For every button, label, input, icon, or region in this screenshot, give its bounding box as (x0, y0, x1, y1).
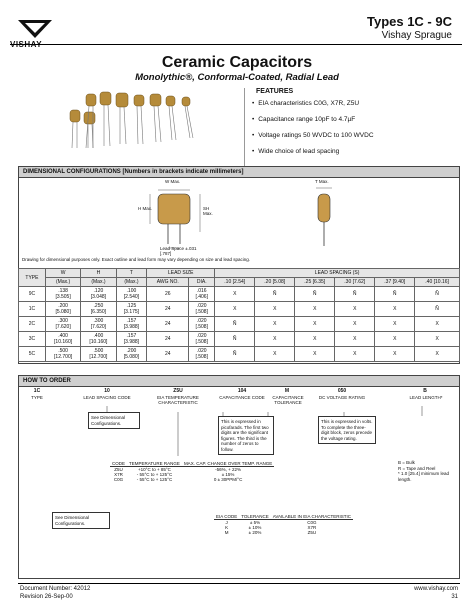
draw-t-label: T Max. (315, 179, 329, 184)
table-row (19, 287, 460, 302)
cell-awg: 24 (147, 347, 189, 362)
cell-h: .400 [10.160] (81, 332, 116, 347)
capacitors-photo (66, 88, 224, 150)
table-row (19, 302, 460, 317)
doc-subtitle: Monolythic®, Conformal-Coated, Radial Lead (135, 72, 339, 83)
cell-sp: X (255, 317, 295, 332)
cell-sp: X (295, 332, 335, 347)
drawing-note: Drawing for dimensional purposes only. Exact outline and lead form may vary depending on size and lead spacing. (22, 257, 251, 262)
cell-sp: Ñ (295, 287, 335, 302)
col-spacing: .30 [7.62] (335, 278, 375, 287)
cell-t: .125 [3.175] (116, 302, 147, 317)
doc-title: Ceramic Capacitors (161, 54, 313, 71)
cell-sp: Ñ (215, 347, 255, 362)
cell-sp: X (255, 332, 295, 347)
code-type: 1C (33, 388, 41, 394)
label-type: TYPE (31, 395, 43, 400)
cell-sp: X (215, 302, 255, 317)
page-title: Types 1C - 9C (366, 14, 452, 29)
doc-number: Document Number: 42012 (20, 586, 91, 592)
tol-col-avail: AVAILABLE IN EIA CHARACTERISTIC (272, 514, 352, 519)
cell-h: .120 [3.048] (81, 287, 116, 302)
page-subtitle: Vishay Sprague (381, 30, 452, 41)
col-spacing: .37 [9.40] (375, 278, 415, 287)
cell-sp: X (415, 347, 460, 362)
website-link[interactable]: www.vishay.com (414, 586, 458, 592)
see-dim-box-2: See Dimensional Configurations. (52, 512, 110, 529)
table-row: X7R - 55°C to + 125°C ± 15% (114, 472, 235, 477)
cell-dia: .016 [.406] (189, 287, 215, 302)
feature-item: • Capacitance range 10pF to 4.7µF (252, 116, 374, 123)
table-row (19, 317, 460, 332)
col-type: TYPE (19, 269, 46, 287)
tol-col-tol: TOLERANCE (241, 514, 269, 519)
header-divider (10, 44, 462, 45)
cell-sp: X (415, 332, 460, 347)
table-row: M ± 20% Z5U (224, 530, 317, 535)
cell-dia: .020 [.508] (189, 317, 215, 332)
col-h-max: (Max.) (81, 278, 116, 287)
col-lead-spacing: LEAD SPACING (S) (215, 269, 460, 278)
cell-sp: X (335, 332, 375, 347)
lead-length-note: B = Bulk R = Tape and Reel * 1.0 [25.4] minimum lead length. (398, 460, 450, 482)
cell-sp: X (255, 347, 295, 362)
col-dia: DIA. (189, 278, 215, 287)
see-dim-box-1: See Dimensional Configurations. (88, 412, 140, 429)
tol-col-code: EIA CODE (216, 514, 238, 519)
cell-sp: X (295, 302, 335, 317)
cell-t: .157 [3.988] (116, 332, 147, 347)
vishay-logo-icon (18, 20, 52, 38)
label-volt: DC VOLTAGE RATING (318, 395, 366, 400)
cell-type: 2C (19, 317, 46, 332)
side-view-drawing (300, 180, 350, 250)
draw-w-label: W Max. (165, 179, 181, 184)
cell-w: .500 [12.700] (45, 347, 80, 362)
cell-sp: Ñ (335, 287, 375, 302)
cell-sp: Ñ (375, 287, 415, 302)
code-temp: Z5U (173, 388, 183, 394)
features-list (252, 100, 374, 164)
col-spacing: .40 [10.16] (415, 278, 460, 287)
dimensions-table (18, 268, 460, 362)
front-view-drawing (120, 180, 230, 254)
col-t: T (116, 269, 147, 278)
temp-col-code: CODE (112, 461, 126, 466)
cell-w: .300 [7.620] (45, 317, 80, 332)
code-cap: 104 (237, 388, 247, 394)
cell-sp: Ñ (215, 332, 255, 347)
cell-type: 9C (19, 287, 46, 302)
cell-w: .400 [10.160] (45, 332, 80, 347)
cap-code-note: This is expressed in picofarads. The first two digits are the significant figures. The third is the number of zeros to follow. (218, 416, 274, 455)
cell-dia: .020 [.508] (189, 347, 215, 362)
label-lead: LEAD LENGTH* (409, 395, 443, 400)
label-tol: CAPACITANCE TOLERANCE (272, 395, 304, 405)
order-heading: HOW TO ORDER (19, 376, 459, 387)
volt-rating-note: This is expressed in volts. To complete the three-digit block, zeros precede the voltage rating. (318, 416, 376, 444)
cell-sp: X (215, 287, 255, 302)
cell-t: .200 [5.080] (116, 347, 147, 362)
cell-type: 5C (19, 347, 46, 362)
cell-h: .250 [6.350] (81, 302, 116, 317)
cell-dia: .020 [.508] (189, 332, 215, 347)
cell-sp: X (295, 347, 335, 362)
cell-sp: Ñ (415, 287, 460, 302)
table-row (19, 347, 460, 362)
table-row (19, 332, 460, 347)
code-tol: M (284, 388, 290, 394)
cell-awg: 24 (147, 332, 189, 347)
col-w: W (45, 269, 80, 278)
col-lead-size: LEAD SIZE (147, 269, 215, 278)
col-spacing: .20 [5.08] (255, 278, 295, 287)
cell-type: 1C (19, 302, 46, 317)
col-spacing: .10 [2.54] (215, 278, 255, 287)
temp-col-range: TEMPERATURE RANGE (129, 461, 180, 466)
code-lead-spacing: 10 (104, 388, 110, 394)
dimensional-heading: DIMENSIONAL CONFIGURATIONS [Numbers in brackets indicate millimeters] (19, 167, 459, 178)
cell-type: 3C (19, 332, 46, 347)
footer-divider (18, 583, 460, 584)
cell-sp: Ñ (215, 317, 255, 332)
cell-sp: Ñ (255, 287, 295, 302)
features-divider (244, 88, 245, 166)
table-row: C0G - 55°C to + 125°C 0 ± 30PPM/°C (113, 477, 243, 482)
cell-sp: X (375, 332, 415, 347)
draw-h-label: H Max. (138, 206, 153, 211)
label-lead-spacing: LEAD SPACING CODE (83, 395, 131, 400)
cell-h: .500 [12.700] (81, 347, 116, 362)
col-spacing: .25 [6.35] (295, 278, 335, 287)
col-h: H (81, 269, 116, 278)
col-w-max: (Max.) (45, 278, 80, 287)
cell-w: .200 [5.080] (45, 302, 80, 317)
cell-sp: Ñ (415, 302, 460, 317)
cell-t: .157 [3.988] (116, 317, 147, 332)
col-awg: AWG NO. (147, 278, 189, 287)
cell-sp: X (375, 347, 415, 362)
draw-sh-label: SH Max. (203, 206, 213, 216)
page-number: 31 (451, 594, 458, 600)
cell-w: .138 [3.505] (45, 287, 80, 302)
cell-t: .100 [2.540] (116, 287, 147, 302)
revision: Revision 26-Sep-00 (20, 594, 73, 600)
cell-sp: X (375, 317, 415, 332)
code-volt: 050 (337, 388, 347, 394)
features-title: FEATURES (256, 88, 294, 95)
feature-item: • EIA characteristics C0G, X7R, Z5U (252, 100, 374, 107)
cell-dia: .020 [.508] (189, 302, 215, 317)
temp-col-change: MAX. CAP. CHANGE OVER TEMP. RANGE (183, 461, 273, 466)
cell-sp: X (295, 317, 335, 332)
label-cap: CAPACITANCE CODE (219, 395, 265, 400)
cell-sp: X (335, 317, 375, 332)
cell-h: .300 [7.620] (81, 317, 116, 332)
feature-item: • Voltage ratings 50 WVDC to 100 WVDC (252, 132, 374, 139)
col-t-max: (Max.) (116, 278, 147, 287)
table-row: K ± 10% X7R (225, 525, 317, 530)
feature-item: • Wide choice of lead spacing (252, 148, 374, 155)
label-temp: EIA TEMPERATURE CHARACTERISTIC (157, 395, 199, 405)
table-row: J ± 5% C0G (225, 520, 317, 525)
cell-sp: X (255, 302, 295, 317)
cell-sp: X (335, 347, 375, 362)
cell-awg: 26 (147, 287, 189, 302)
cell-sp: X (335, 302, 375, 317)
cell-awg: 24 (147, 302, 189, 317)
tolerance-table (214, 514, 353, 535)
draw-lead-space-label: Lead Space ±.031 [.787] (160, 246, 197, 256)
temp-char-table (110, 461, 274, 482)
cell-sp: X (415, 317, 460, 332)
code-lead: B (423, 388, 427, 394)
cell-awg: 24 (147, 317, 189, 332)
cell-sp: X (375, 302, 415, 317)
table-row: Z5U +10°C to + 85°C -56%, + 22% (114, 467, 242, 472)
